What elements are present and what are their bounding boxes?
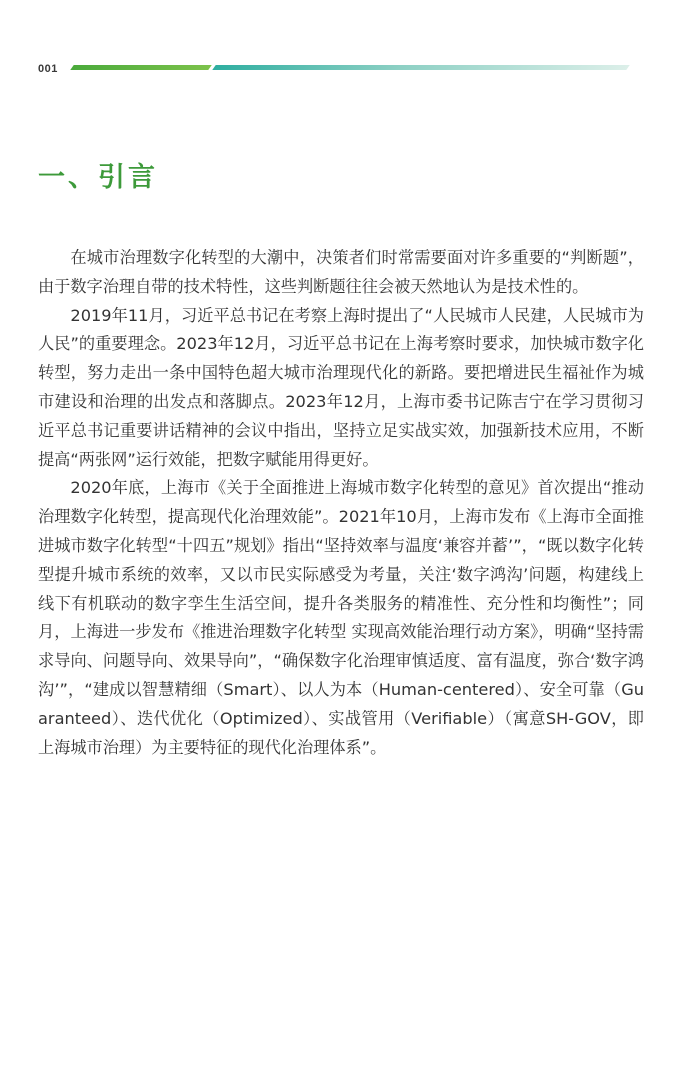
- page-header: [38, 62, 638, 76]
- section-title: 一、引言: [38, 162, 158, 193]
- header-decorative-bar-teal: [212, 65, 630, 70]
- paragraph-2019-2023: 2019年11月，习近平总书记在考察上海时提出了“人民城市人民建，人民城市为人民”的重要理念。2023年12月，习近平总书记在上海考察时要求，加快城市数字化转型，努力走出一条中国特色超大城市治理现代化的新路。要把增进民生福祉作为城市建设和治理的出发点和落脚点。2023年12月，上海市委书记陈吉宁在学习贯彻习近平总书记重要讲话精神的会议中指出，坚持立足实战实效，加强新技术应用，不断提高“两张网”运行效能，把数字赋能用得更好。: [38, 305, 644, 469]
- paragraph-2020-2021: 2020年底，上海市《关于全面推进上海城市数字化转型的意见》首次提出“推动治理数字化转型，提高现代化治理效能”。2021年10月，上海市发布《上海市全面推进城市数字化转型“十四五”规划》指出“坚持效率与温度‘兼容并蓄’”，“既以数字化转型提升城市系统的效率，又以市民实际感受为考量，关注‘数字鸿沟’问题，构建线上线下有机联动的数字孪生生活空间，提升各类服务的精准性、充分性和均衡性”；同月，上海进一步发布《推进治理数字化转型 实现高效能治理行动方案》，明确“坚持需求导向、问题导向、效果导向”，“确保数字化治理审慎适度、富有温度，弥合‘数字鸿沟’”，“建成以智慧精细（Smart）、以人为本（Human-centered）、安全可靠（Guaranteed）、迭代优化（Optimized）、实战管用（Verifiable）（寓意SH-GOV，即上海城市治理）为主要特征的现代化治理体系”。: [38, 478, 644, 757]
- paragraph-intro: 在城市治理数字化转型的大潮中，决策者们时常需要面对许多重要的“判断题”，由于数字治理自带的技术特性，这些判断题往往会被天然地认为是技术性的。: [38, 248, 644, 296]
- page-number: 001: [38, 63, 58, 75]
- header-decorative-bar-green: [70, 65, 212, 70]
- body-text: [38, 244, 644, 762]
